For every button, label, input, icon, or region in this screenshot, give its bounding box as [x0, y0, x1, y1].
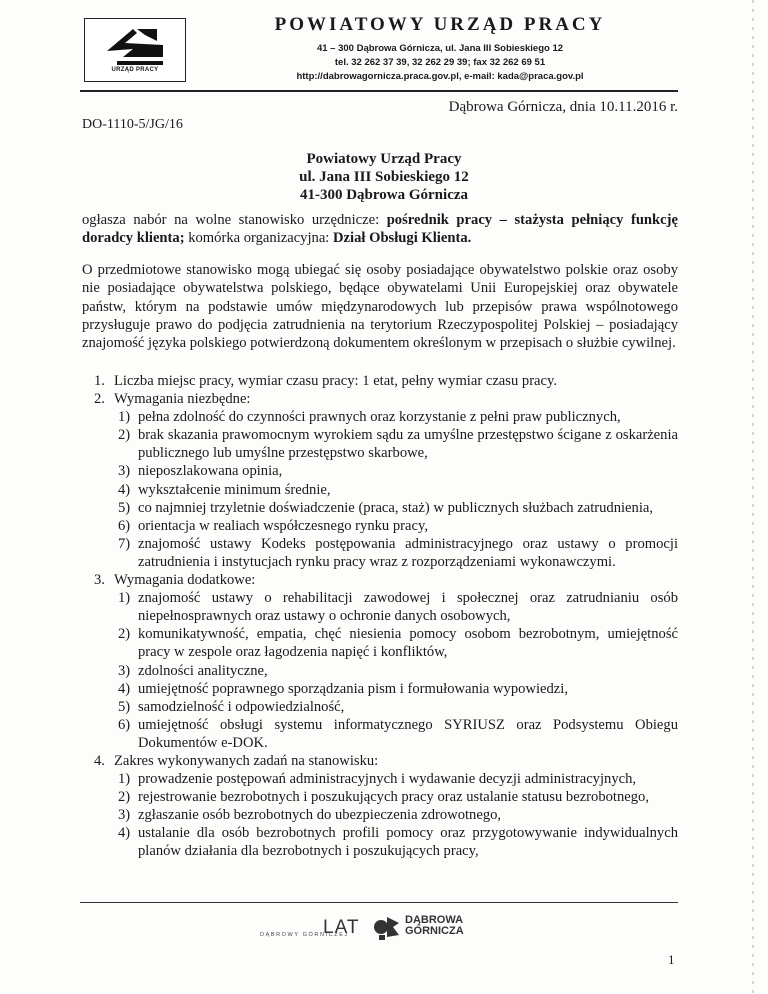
- header-divider: [80, 90, 678, 92]
- position-name: pośrednik pracy – stażysta pełniący funkcję doradcy klienta;: [82, 212, 678, 247]
- section-title: Liczba miejsc pracy, wymiar czasu pracy: 1 etat, pełny wymiar czasu pracy.: [114, 373, 558, 389]
- document-reference: DO-1110-5/JG/16: [82, 117, 183, 132]
- section-subitem: prowadzenie postępowań administracyjnych i wydawanie decyzji administracyjnych,: [138, 771, 637, 788]
- footer-city-name: [405, 915, 464, 937]
- footer-city-line: GÓRNICZA: [405, 925, 464, 937]
- section-subitem: wykształcenie minimum średnie,: [138, 481, 331, 498]
- section-subitems: [114, 770, 678, 860]
- scan-edge-artifact: [752, 0, 754, 994]
- office-address: 41 – 300 Dąbrowa Górnicza, ul. Jana III Sobieskiego 12: [316, 43, 564, 54]
- intro-prefix: ogłasza nabór na wolne stanowisko urzędnicze:: [82, 212, 387, 228]
- city-emblem-icon: [371, 913, 401, 941]
- section-subitem: umiejętność poprawnego sporządzania pism i formułowania wypowiedzi,: [138, 680, 568, 697]
- section-subitem: orientacja w realiach współczesnego rynku pracy,: [138, 517, 428, 534]
- section-subitems: [114, 408, 678, 571]
- requirements-list: [82, 372, 678, 861]
- city-anniversary-logo: [305, 905, 485, 945]
- office-logo-emblem-icon: [103, 23, 167, 67]
- addressee-line: 41-300 Dąbrowa Górnicza: [299, 187, 469, 203]
- office-web: http://dabrowagornicza.praca.gov.pl, e-mail: kada@praca.gov.pl: [296, 71, 584, 82]
- section-subitem: pełna zdolność do czynności prawnych oraz korzystanie z pełni praw publicznych,: [138, 409, 621, 426]
- section-subitem: znajomość ustawy Kodeks postępowania administracyjnego oraz ustawy o promocji zatrudnienia i instytucjach rynku pracy wraz z rozporządzeniami wykonawczymi.: [138, 535, 678, 570]
- office-title: POWIATOWY URZĄD PRACY: [274, 14, 606, 35]
- footer-city-line: DĄBROWA: [405, 914, 464, 926]
- section-item: [114, 372, 678, 390]
- section-subitem: samodzielność i odpowiedzialność,: [138, 698, 345, 715]
- addressee-line: Powiatowy Urząd Pracy: [306, 151, 462, 167]
- section-subitem: rejestrowanie bezrobotnych i poszukujących pracy oraz ustalanie statusu bezrobotnego,: [138, 789, 649, 806]
- eligibility-paragraph: O przedmiotowe stanowisko mogą ubiegać się osoby posiadające obywatelstwo polskie oraz osoby nie posiadające obywatelstwa polskiego, będące obywatelami Unii Europejskiej oraz obywatele państw, którym na podstawie umów międzynarodowych lub przepisów prawa wspólnotowego przysługuje prawo do podjęcia zatrudnienia na terytorium Rzeczypospolitej Polskiej – posiadający znajomość języka polskiego potwierdzoną dokumentem określonym w przepisach o służbie cywilnej.: [82, 262, 678, 352]
- office-phone: tel. 32 262 37 39, 32 262 29 39; fax 32 262 69 51: [334, 57, 546, 68]
- section-title: Wymagania dodatkowe:: [114, 572, 256, 589]
- intro-middle: komórka organizacyjna:: [184, 230, 334, 247]
- document-date: Dąbrowa Górnicza, dnia 10.11.2016 r.: [448, 99, 678, 115]
- footer-divider: [80, 902, 678, 903]
- section-subitem: umiejętność obsługi systemu informatycznego SYRIUSZ oraz Podsystemu Obiegu Dokumentów e-DOK.: [138, 716, 678, 751]
- section-subitem: co najmniej trzyletnie doświadczenie (praca, staż) w publicznych służbach zatrudnienia,: [138, 499, 654, 516]
- section-subitem: ustalanie dla osób bezrobotnych profili pomocy oraz przygotowywanie indywidualnych planów działania dla bezrobotnych i poszukujących pracy,: [138, 825, 678, 860]
- office-logo: [84, 18, 186, 82]
- section-title: Wymagania niezbędne:: [114, 391, 251, 408]
- logo-caption: URZĄD PRACY: [111, 67, 159, 73]
- footer-lat-text: LAT: [323, 917, 360, 938]
- section-subitems: [114, 589, 678, 752]
- section-subitem: zgłaszanie osób bezrobotnych do ubezpieczenia zdrowotnego,: [138, 807, 502, 824]
- section-item: [114, 390, 678, 571]
- section-title: Zakres wykonywanych zadań na stanowisku:: [114, 752, 379, 769]
- footer-small-text: DĄBROWY GÓRNICZEJ: [260, 932, 349, 938]
- section-subitem: komunikatywność, empatia, chęć niesienia pomocy osobom bezrobotnym, umiejętność pracy w zespole oraz łagodzenia napięć i konfliktów,: [138, 626, 678, 661]
- section-subitem: nieposzlakowana opinia,: [138, 463, 283, 480]
- section-subitem: zdolności analityczne,: [138, 662, 268, 679]
- section-item: [114, 752, 678, 861]
- section-subitem: znajomość ustawy o rehabilitacji zawodowej i społecznej oraz zatrudnianiu osób niepełnosprawnych oraz ustawy o ochronie danych osobowych,: [138, 590, 678, 625]
- addressee-line: ul. Jana III Sobieskiego 12: [299, 169, 469, 185]
- section-item: [114, 571, 678, 752]
- section-subitem: brak skazania prawomocnym wyrokiem sądu za umyślne przestępstwo ścigane z oskarżenia publicznego lub umyślne przestępstwo skarbowe,: [138, 427, 678, 462]
- page-number: 1: [668, 952, 675, 967]
- announcement-intro: [82, 211, 678, 248]
- department-name: Dział Obsługi Klienta.: [333, 230, 472, 247]
